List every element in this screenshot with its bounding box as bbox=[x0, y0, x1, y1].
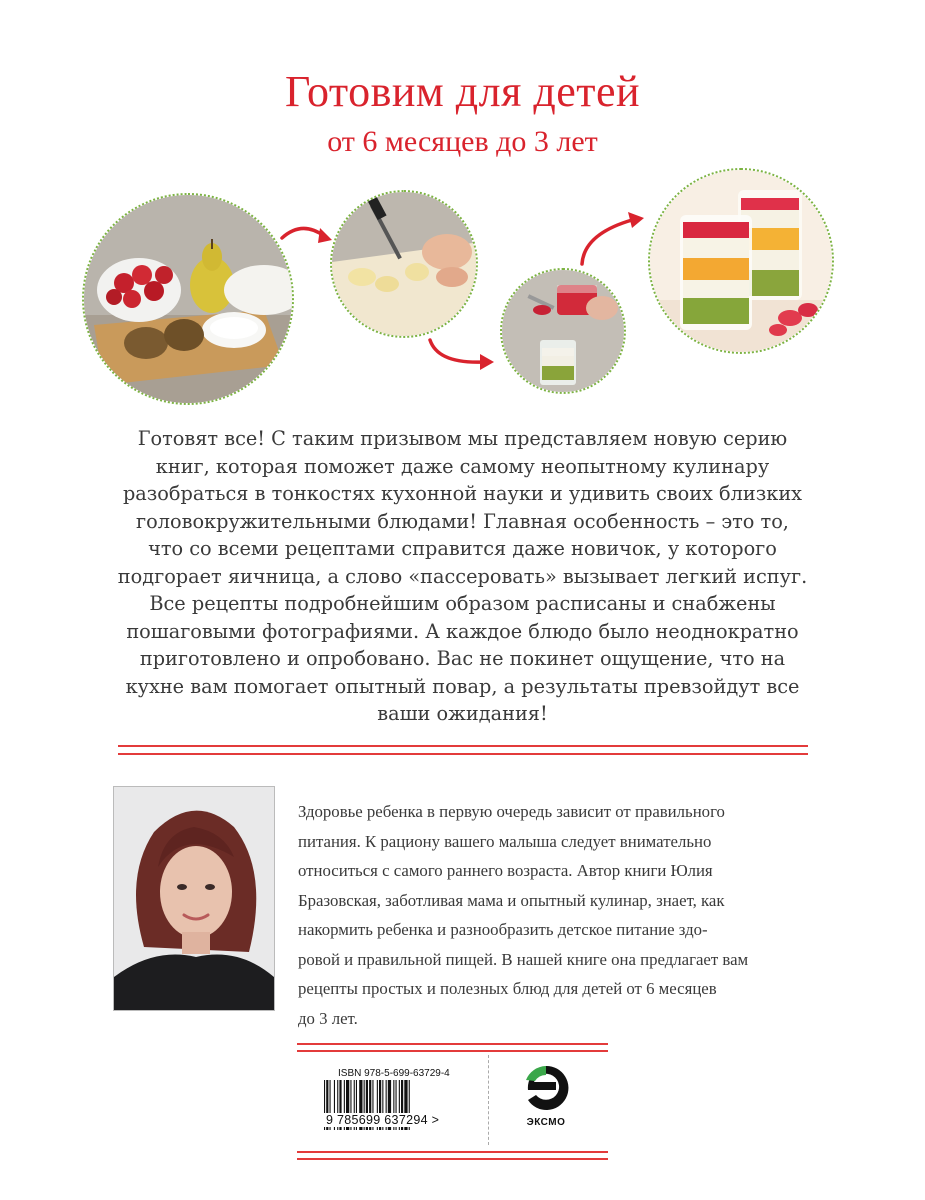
intro-line: что со всеми рецептами справится даже новичок, у которого bbox=[148, 537, 777, 560]
author-description bbox=[298, 797, 809, 1033]
arrow-icon bbox=[576, 208, 648, 268]
intro-text bbox=[105, 425, 820, 728]
divider bbox=[297, 1151, 608, 1153]
cover-title: Готовим для детей bbox=[284, 67, 641, 116]
ingredients-photo bbox=[82, 193, 294, 405]
cutting-illustration bbox=[332, 192, 478, 338]
intro-line: ваши ожидания! bbox=[377, 702, 548, 725]
author-line: ровой и правильной пищей. В нашей книге она предлагает вам bbox=[298, 949, 749, 969]
author-line: до 3 лет. bbox=[298, 1008, 358, 1028]
divider bbox=[297, 1050, 608, 1052]
author-line: Здоровье ребенка в первую очередь зависит от правильного bbox=[298, 802, 725, 821]
author-line: рецепты простых и полезных блюд для детей от 6 месяцев bbox=[298, 979, 717, 998]
divider bbox=[488, 1055, 489, 1145]
barcode-digits: 9 785699 637294 > bbox=[326, 1113, 440, 1127]
author-line: Бразовская, заботливая мама и опытный кулинар, знает, как bbox=[298, 890, 725, 910]
intro-line: Готовят все! С таким призывом мы представляем новую серию bbox=[137, 427, 788, 450]
intro-line: подгорает яичница, а слово «пассеровать» вызывает легкий испуг. bbox=[117, 564, 808, 588]
cutting-pear-photo bbox=[330, 190, 478, 338]
intro-line: приготовлено и опробовано. Вас не покинет ощущение, что на bbox=[139, 647, 786, 670]
eksmo-logo-icon bbox=[520, 1062, 572, 1114]
finished-dessert-photo bbox=[648, 168, 834, 354]
intro-line: книг, которая поможет даже самому неопытному кулинару bbox=[155, 454, 770, 478]
publisher-name: ЭКСМО bbox=[526, 1117, 566, 1128]
isbn-label: ISBN 978-5-699-63729-4 bbox=[338, 1068, 450, 1079]
author-line: питания. К рациону вашего малыша следует внимательно bbox=[298, 831, 712, 851]
arrow-icon bbox=[426, 334, 498, 374]
author-photo bbox=[113, 786, 275, 1011]
divider bbox=[297, 1158, 608, 1160]
author-line: относиться с самого раннего возраста. Автор книги Юлия bbox=[298, 861, 713, 880]
intro-line: головокружительными блюдами! Главная особенность – это то, bbox=[136, 509, 789, 533]
ingredients-illustration bbox=[84, 195, 294, 405]
intro-line: пошаговыми фотографиями. А каждое блюдо было неоднократно bbox=[126, 619, 799, 643]
layering-dessert-photo bbox=[500, 268, 626, 394]
divider bbox=[297, 1043, 608, 1045]
intro-line: кухне вам помогает опытный повар, а результаты превзойдут все bbox=[125, 674, 800, 698]
divider bbox=[118, 753, 808, 755]
dessert-illustration bbox=[650, 170, 834, 354]
divider bbox=[118, 745, 808, 747]
intro-line: разобраться в тонкостях кухонной науки и удивить своих близких bbox=[122, 482, 803, 505]
cover-subtitle: от 6 месяцев до 3 лет bbox=[327, 125, 598, 158]
author-portrait bbox=[114, 787, 274, 1010]
arrow-icon bbox=[278, 216, 334, 250]
layering-illustration bbox=[502, 270, 626, 394]
author-line: накормить ребенка и разнообразить детское питание здо- bbox=[298, 920, 708, 939]
intro-line: Все рецепты подробнейшим образом расписаны и снабжены bbox=[149, 592, 776, 615]
